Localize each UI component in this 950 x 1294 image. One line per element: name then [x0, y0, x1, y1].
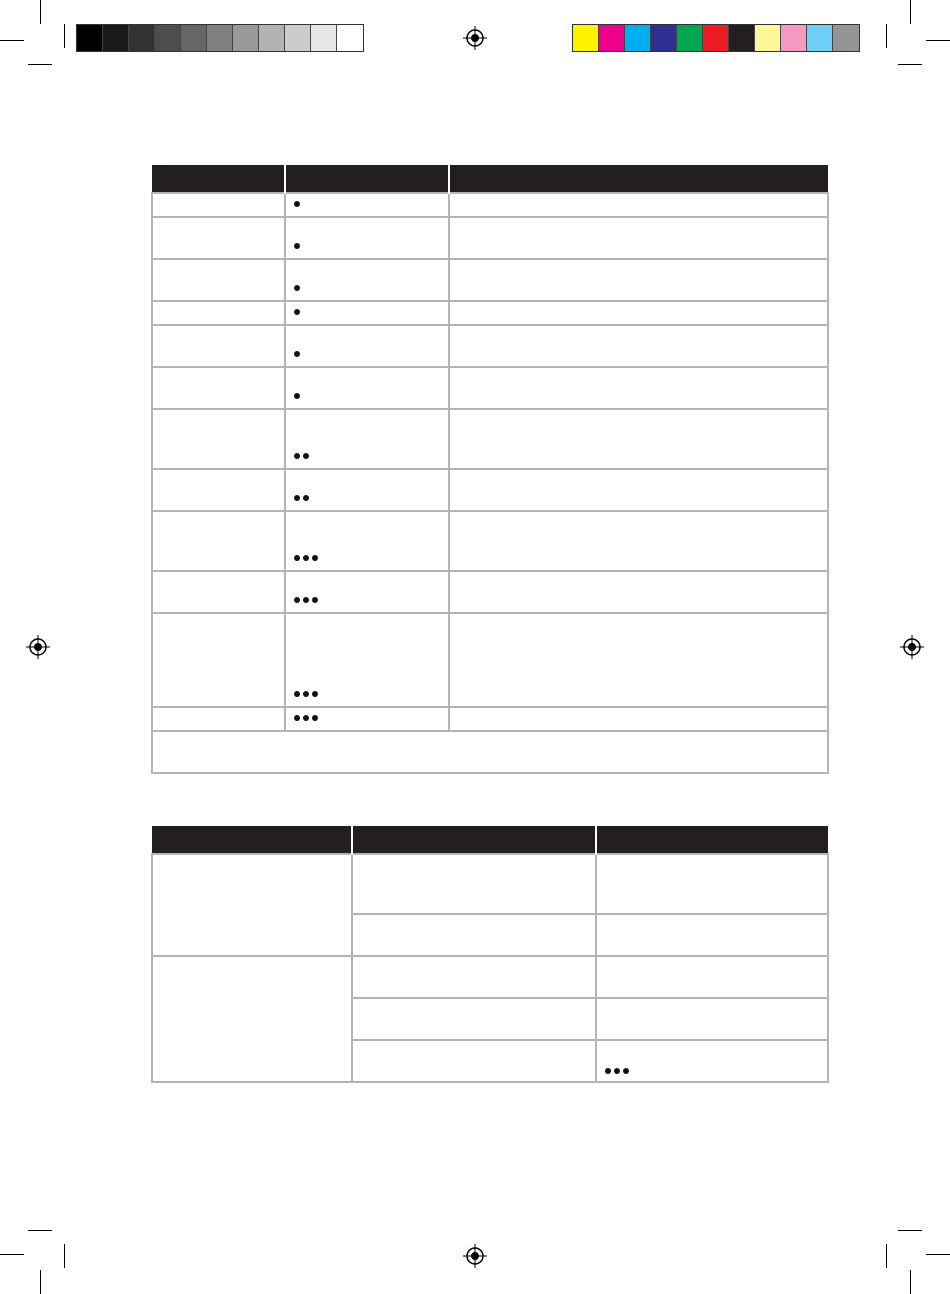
color-swatch	[599, 25, 625, 51]
table-cell	[152, 571, 285, 613]
table-header-cell	[596, 826, 828, 854]
color-swatch	[233, 25, 259, 51]
table-cell	[596, 914, 828, 956]
crop-mark	[64, 24, 65, 48]
table-cell	[285, 409, 449, 469]
table-row	[152, 409, 828, 469]
color-swatch	[103, 25, 129, 51]
color-swatch	[573, 25, 599, 51]
crop-mark	[926, 40, 950, 41]
color-swatch	[729, 25, 755, 51]
table-row	[152, 956, 828, 998]
table-cell	[285, 325, 449, 367]
table-row	[152, 469, 828, 511]
crop-mark	[0, 40, 24, 41]
table-row	[152, 613, 828, 707]
table-row	[152, 193, 828, 217]
table-cell	[152, 956, 352, 1082]
table-header-cell	[449, 165, 828, 193]
crop-mark	[910, 1270, 911, 1294]
table-row	[152, 707, 828, 731]
registration-mark-icon	[26, 635, 50, 659]
table-cell	[449, 325, 828, 367]
crop-mark	[926, 1254, 950, 1255]
table-row	[152, 571, 828, 613]
color-swatch	[677, 25, 703, 51]
color-swatch	[77, 25, 103, 51]
bullet-dot-icon	[303, 495, 309, 501]
crop-mark	[898, 64, 922, 65]
table-cell	[285, 571, 449, 613]
table-cell	[596, 1040, 828, 1082]
color-swatch	[755, 25, 781, 51]
table-row	[152, 854, 828, 914]
table-cell	[285, 217, 449, 259]
program-table	[151, 165, 829, 774]
table-cell	[152, 325, 285, 367]
crop-mark	[64, 1244, 65, 1268]
table-cell	[449, 367, 828, 409]
table-row	[152, 511, 828, 571]
crop-mark	[886, 24, 887, 48]
table-cell	[449, 571, 828, 613]
table-cell	[152, 217, 285, 259]
table-cell	[152, 613, 285, 707]
color-swatch	[285, 25, 311, 51]
color-swatch	[781, 25, 807, 51]
table-cell	[285, 301, 449, 325]
table-cell	[152, 409, 285, 469]
table-header-cell	[285, 165, 449, 193]
table-cell	[596, 854, 828, 914]
table-cell	[285, 259, 449, 301]
crop-mark	[910, 0, 911, 24]
table-cell	[449, 409, 828, 469]
table-cell	[352, 998, 596, 1040]
table-cell	[449, 511, 828, 571]
table-cell	[152, 259, 285, 301]
bullet-dot-icon	[303, 453, 309, 459]
color-swatch	[155, 25, 181, 51]
table-cell	[352, 854, 596, 914]
color-bar	[572, 24, 860, 52]
table-cell	[449, 707, 828, 731]
color-swatch	[207, 25, 233, 51]
bullet-dot-icon	[294, 201, 300, 207]
color-swatch	[337, 25, 363, 51]
table-cell	[449, 469, 828, 511]
table-cell	[285, 193, 449, 217]
bullet-dot-icon	[303, 597, 309, 603]
color-swatch	[703, 25, 729, 51]
table-cell	[449, 193, 828, 217]
bullet-dot-icon	[294, 393, 300, 399]
table-cell	[285, 613, 449, 707]
color-swatch	[181, 25, 207, 51]
bullet-dot-icon	[312, 715, 318, 721]
table-cell	[152, 511, 285, 571]
crop-mark	[28, 1230, 52, 1231]
color-swatch	[311, 25, 337, 51]
table-cell	[285, 469, 449, 511]
table-cell	[152, 367, 285, 409]
bullet-dot-icon	[303, 691, 309, 697]
crop-mark	[40, 0, 41, 24]
crop-mark	[40, 1270, 41, 1294]
bullet-dot-icon	[294, 243, 300, 249]
table-cell	[352, 956, 596, 998]
bullet-dot-icon	[605, 1068, 611, 1074]
table-cell	[449, 613, 828, 707]
registration-mark-icon	[463, 26, 487, 50]
bullet-dot-icon	[312, 691, 318, 697]
bullet-dot-icon	[294, 453, 300, 459]
color-swatch	[651, 25, 677, 51]
bullet-dot-icon	[623, 1068, 629, 1074]
table-header-cell	[152, 826, 352, 854]
table-row	[152, 259, 828, 301]
bullet-dot-icon	[303, 555, 309, 561]
color-swatch	[807, 25, 833, 51]
table-row	[152, 301, 828, 325]
bullet-dot-icon	[294, 555, 300, 561]
bullet-dot-icon	[294, 597, 300, 603]
bullet-dot-icon	[294, 495, 300, 501]
color-swatch	[259, 25, 285, 51]
table-cell	[152, 301, 285, 325]
color-swatch	[625, 25, 651, 51]
color-swatch	[129, 25, 155, 51]
bullet-dot-icon	[312, 555, 318, 561]
crop-mark	[28, 64, 52, 65]
table-cell	[449, 301, 828, 325]
table-cell	[596, 998, 828, 1040]
table-cell	[152, 707, 285, 731]
troubleshooting-table	[151, 826, 829, 1083]
table-header-cell	[352, 826, 596, 854]
table-row	[152, 367, 828, 409]
bullet-dot-icon	[294, 285, 300, 291]
table-cell	[352, 914, 596, 956]
table-cell	[596, 956, 828, 998]
table-cell	[285, 367, 449, 409]
table-cell	[152, 193, 285, 217]
table-row	[152, 217, 828, 259]
table-cell	[285, 707, 449, 731]
registration-mark-icon	[463, 1244, 487, 1268]
table-cell	[449, 259, 828, 301]
table-footer-row	[152, 731, 828, 773]
bullet-dot-icon	[303, 715, 309, 721]
table-cell	[449, 217, 828, 259]
registration-mark-icon	[900, 635, 924, 659]
grayscale-bar	[76, 24, 364, 52]
crop-mark	[886, 1244, 887, 1268]
table-header-cell	[152, 165, 285, 193]
table-cell	[152, 469, 285, 511]
bullet-dot-icon	[294, 351, 300, 357]
bullet-dot-icon	[294, 691, 300, 697]
color-swatch	[833, 25, 859, 51]
crop-mark	[0, 1254, 24, 1255]
bullet-dot-icon	[294, 309, 300, 315]
bullet-dot-icon	[614, 1068, 620, 1074]
bullet-dot-icon	[294, 715, 300, 721]
crop-mark	[898, 1230, 922, 1231]
bullet-dot-icon	[312, 597, 318, 603]
table-header-row	[152, 165, 828, 193]
table-header-row	[152, 826, 828, 854]
table-cell	[152, 731, 828, 773]
table-cell	[152, 854, 352, 956]
table-cell	[285, 511, 449, 571]
table-row	[152, 325, 828, 367]
table-cell	[352, 1040, 596, 1082]
